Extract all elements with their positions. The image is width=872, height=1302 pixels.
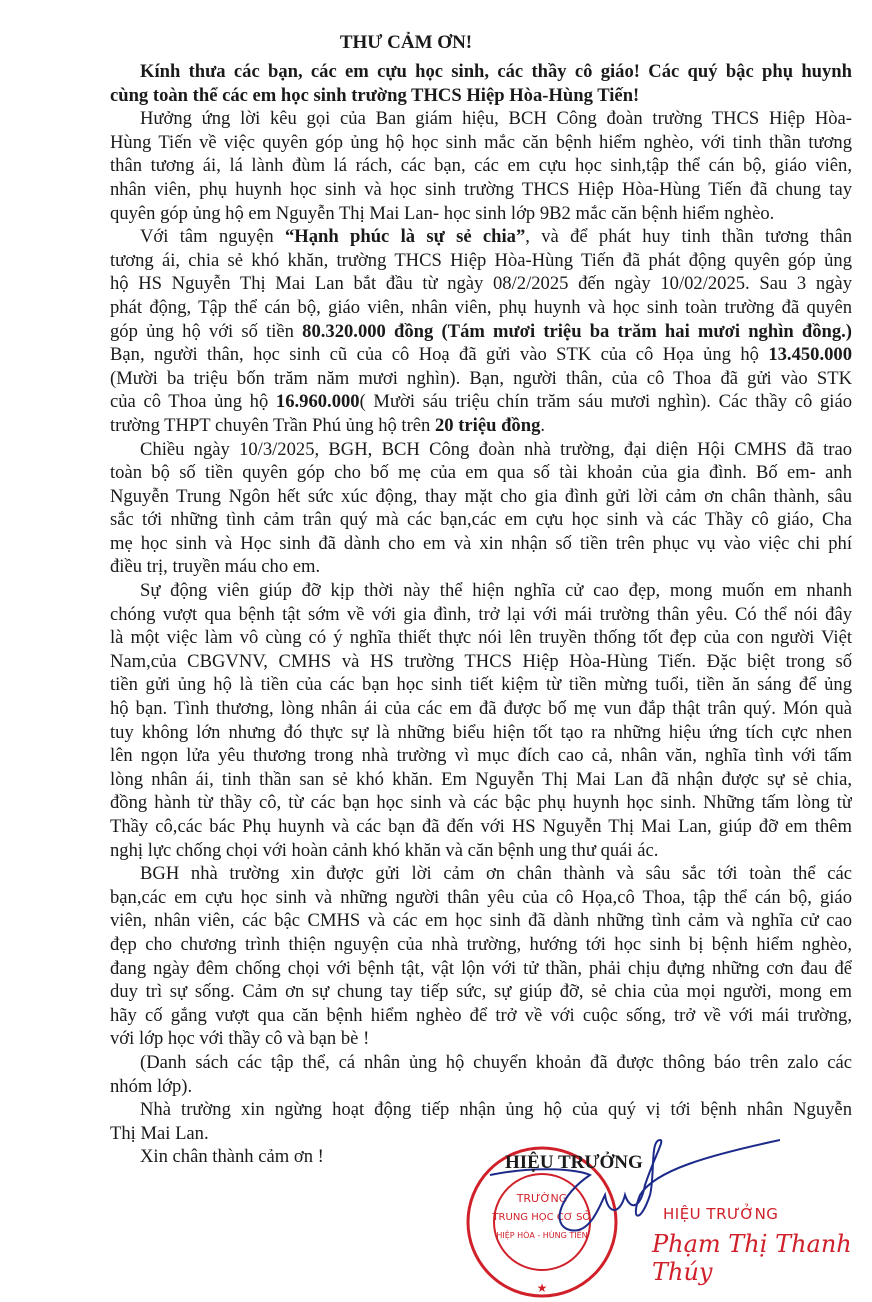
- letter-body: [110, 60, 852, 1169]
- text-line: BGH nhà trường xin được gửi lời cảm ơn chân thành và sâu sắc tới toàn thể các: [140, 863, 852, 885]
- text-line: Nguyễn Trung Ngôn hết sức xúc động, thay mặt cho gia đình gửi lời cảm ơn chân thành, sâu: [110, 485, 852, 507]
- text-line: (Mười ba triệu bốn trăm năm mươi nghìn). Bạn, người thân, của cô Thoa đã gửi vào STK: [110, 367, 852, 389]
- letter-title: THƯ CẢM ƠN!: [339, 32, 473, 53]
- text-line: hộ HS Nguyễn Thị Mai Lan bắt đầu từ ngày 08/2/2025 đến ngày 10/02/2025. Sau 3 ngày: [110, 273, 852, 295]
- text-line: tuy không lớn nhưng đó thực sự là những biểu hiện tốt tạo ra những hiệu ứng tích cực nhen: [110, 721, 852, 743]
- text-segment: ( Mười sáu triệu chín trăm sáu mươi nghìn). Các thầy cô giáo: [359, 391, 852, 413]
- text-line: viên, nhân viên, các bậc CMHS và các em học sinh đã dành những tình cảm và nghĩa cử cao: [110, 910, 852, 932]
- text-line: quyên góp ủng hộ em Nguyễn Thị Mai Lan- học sinh lớp 9B2 mắc căn bệnh hiểm nghèo.: [110, 202, 775, 224]
- text-line: điều trị, truyền máu cho em.: [110, 556, 321, 578]
- text-line: Chiều ngày 10/3/2025, BGH, BCH Công đoàn nhà trường, đại diện Hội CMHS đã trao: [140, 438, 852, 460]
- bold-text: 16.960.000: [275, 391, 360, 413]
- text-line: Thị Mai Lan.: [110, 1122, 209, 1144]
- text-line: hộ bạn. Tình thương, lòng nhân ái của các em đã được bố mẹ vun đắp thật trân quý. Món quà: [110, 698, 852, 720]
- text-line: Sự động viên giúp đỡ kịp thời này thể hiện nghĩa cử cao đẹp, mong muốn em nhanh: [140, 580, 852, 602]
- text-line: Hùng Tiến về việc quyên góp ủng hộ học sinh mắc căn bệnh hiểm nghèo, với tinh thần tương: [110, 131, 852, 153]
- principal-title: HIỆU TRƯỞNG: [505, 1152, 643, 1173]
- text-line: tương ái, chia sẻ khó khăn, trường THCS Hiệp Hòa-Hùng Tiến đã phát động quyên góp ủng: [110, 249, 852, 271]
- bold-text: 20 triệu đồng: [435, 414, 541, 436]
- text-line: nhân viên, phụ huynh học sinh và học sinh trường THCS Hiệp Hòa-Hùng Tiến đã chung tay: [110, 178, 852, 200]
- bold-text: 13.450.000: [768, 344, 852, 366]
- text-segment: , và để phát huy tinh thần tương thân: [525, 226, 852, 248]
- text-segment: góp ủng hộ với số tiền: [110, 320, 303, 342]
- text-line: là một việc làm vô cùng có ý nghĩa thiết thực nói lên truyền thống tốt đẹp của con người Việt: [110, 627, 852, 649]
- text-line: cùng toàn thể các em học sinh trường THCS Hiệp Hòa-Hùng Tiến!: [110, 84, 640, 106]
- text-line: sắc tới những tình cảm trân quý mà các bạn,các em cựu học sinh và các Thầy cô giáo, Cha: [110, 509, 852, 531]
- svg-text:TRUNG HỌC CƠ SỞ: TRUNG HỌC CƠ SỞ: [492, 1212, 592, 1223]
- text-line: (Danh sách các tập thể, cá nhân ủng hộ chuyển khoản đã được thông báo trên zalo các: [140, 1051, 852, 1073]
- text-line: mẹ học sinh và Học sinh đã dành cho em và xin nhận số tiền trên phục vụ vào việc chi phí: [110, 532, 852, 554]
- text-line: bạn,các em cựu học sinh và những người thân yêu của cô Họa,cô Thoa, tập thể cán bộ, giáo: [110, 886, 852, 908]
- text-line: đồng hành từ thầy cô, từ các bạn học sinh và các bậc phụ huynh học sinh. Những tấm lòng từ: [110, 792, 852, 814]
- text-line: Hưởng ứng lời kêu gọi của Ban giám hiệu, BCH Công đoàn trường THCS Hiệp Hòa-: [140, 108, 852, 130]
- svg-text:TRƯỜNG: TRƯỜNG: [516, 1192, 568, 1205]
- text-line: Xin chân thành cảm ơn !: [140, 1146, 324, 1168]
- text-segment: .: [540, 414, 546, 436]
- text-line: đang ngày đêm chống chọi với bệnh tật, vật lộn với tử thần, phải chịu đựng những cơn đau để: [110, 957, 852, 979]
- svg-text:HIỆP HÒA - HÙNG TIẾN: HIỆP HÒA - HÙNG TIẾN: [496, 1231, 588, 1240]
- text-line: [110, 343, 852, 367]
- text-line: [110, 414, 852, 438]
- bold-text: 80.320.000 đồng (Tám mươi triệu ba trăm hai mươi nghìn đồng.): [302, 320, 852, 342]
- text-line: thân tương ái, lá lành đùm lá rách, các bạn, các em cựu học sinh,tập thể cán bộ, giáo viên,: [110, 155, 852, 177]
- text-line: phát động, Tập thể cán bộ, giáo viên, nhân viên, phụ huynh và học sinh toàn trường đã quyên: [110, 296, 852, 318]
- text-line: đẹp cho chương trình thiện nguyện của nhà trường, hướng tới học sinh bị bệnh hiểm nghèo,: [110, 933, 852, 955]
- text-line: [110, 390, 852, 414]
- text-segment: Với tâm nguyện: [140, 226, 285, 248]
- text-line: nghị lực chống chọi với hoàn cảnh khó khăn và căn bệnh ung thư quái ác.: [110, 839, 659, 861]
- text-line: nhóm lớp).: [110, 1075, 193, 1097]
- text-line: duy trì sự sống. Cảm ơn sự chung tay tiếp sức, sự giúp đỡ, sẻ chia của mọi người, mong em: [110, 981, 852, 1003]
- text-line: lên ngọn lửa yêu thương trong nhà trường vì mục đích cao cả, nhân văn, nghĩa tình với tấm: [110, 745, 852, 767]
- text-line: lòng nhân ái, tinh thần san sẻ khó khăn. Em Nguyễn Thị Mai Lan đã nhận được sự sẻ chia,: [110, 768, 852, 790]
- text-segment: Bạn, người thân, học sinh cũ của cô Hoạ đã gửi vào STK của cô Họa ủng hộ: [110, 344, 769, 366]
- text-line: hãy cố gắng vượt qua căn bệnh hiểm nghèo để trở về với cuộc sống, trở về với mái trường,: [110, 1004, 852, 1026]
- text-segment: trường THPT chuyên Trần Phú ủng hộ trên: [110, 414, 435, 436]
- text-line: Nam,của CBGVNV, CMHS và HS trường THCS Hiệp Hòa-Hùng Tiến. Đặc biệt trong số: [110, 650, 852, 672]
- text-line: chóng vượt qua bệnh tật sớm về với gia đình, trở lại với mái trường thân yêu. Có thể nói đây: [110, 603, 852, 625]
- text-line: Thầy cô,các bác Phụ huynh và các bạn đã đến với HS Nguyễn Thị Mai Lan, giúp đỡ em thêm: [110, 816, 852, 837]
- text-segment: của cô Thoa ủng hộ: [110, 391, 276, 413]
- svg-text:★: ★: [536, 1281, 548, 1295]
- text-line: toàn bộ số tiền quyên góp cho bố mẹ của em qua số tài khoản của gia đình. Bố em- anh: [110, 462, 852, 484]
- text-line: Kính thưa các bạn, các em cựu học sinh, các thầy cô giáo! Các quý bậc phụ huynh: [140, 61, 852, 82]
- text-line: Nhà trường xin ngừng hoạt động tiếp nhận ủng hộ của quý vị tới bệnh nhân Nguyễn: [140, 1099, 852, 1121]
- stamp-principal-name: Phạm Thị Thanh Thúy: [652, 1230, 852, 1286]
- text-line: [110, 320, 852, 344]
- text-line: tiền gửi ủng hộ là tiền của các bạn học sinh tiết kiệm từ tiền mừng tuổi, tiền ăn sáng để ủng: [110, 674, 852, 696]
- text-line: với lớp học với thầy cô và bạn bè !: [110, 1028, 370, 1050]
- bold-text: “Hạnh phúc là sự sẻ chia”: [284, 226, 526, 248]
- text-line: [110, 225, 852, 249]
- stamp-principal-title: HIỆU TRƯỞNG: [663, 1205, 779, 1223]
